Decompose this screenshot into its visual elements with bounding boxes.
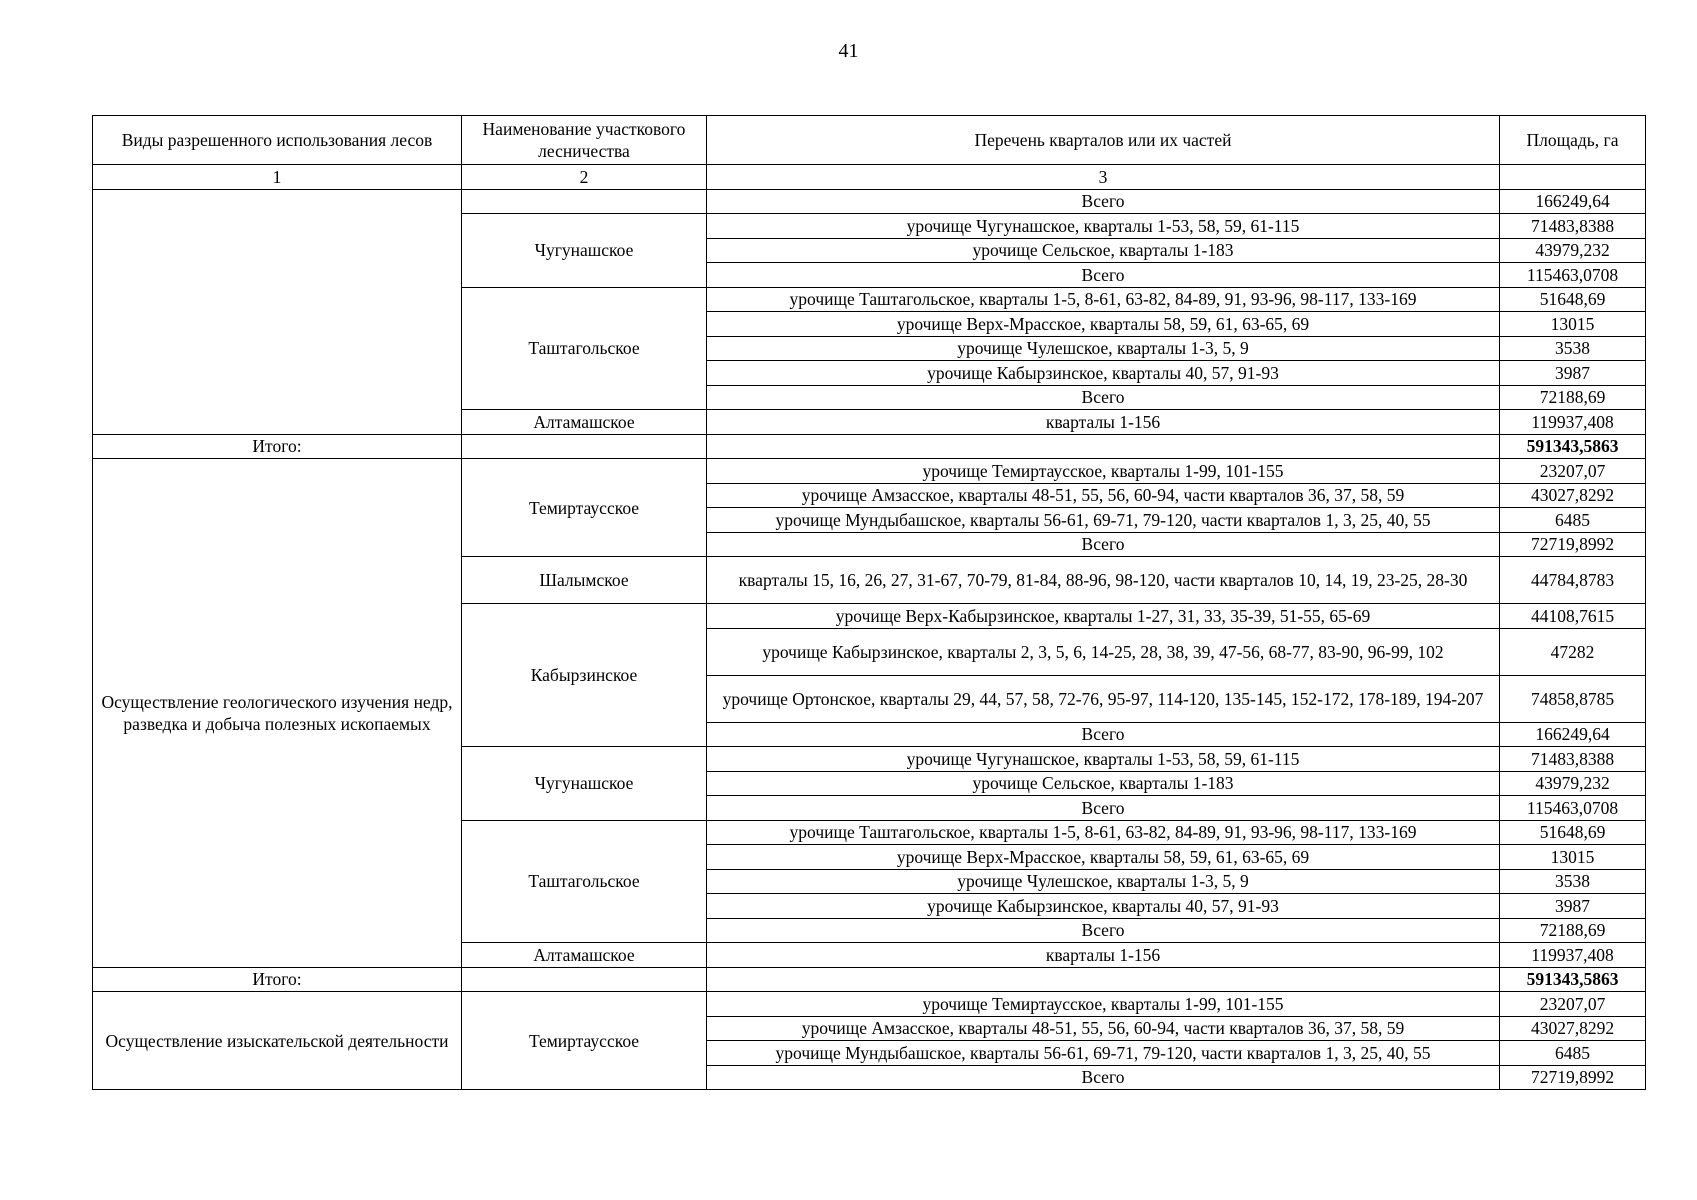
area-cell: 13015 (1500, 845, 1646, 870)
area-cell: 43027,8292 (1500, 1016, 1646, 1041)
quarters-cell: Всего (707, 385, 1500, 410)
quarters-cell: урочище Сельское, кварталы 1-183 (707, 238, 1500, 263)
forestry-cell: Темиртаусское (462, 459, 707, 557)
area-cell: 43979,232 (1500, 238, 1646, 263)
header-quarters: Перечень кварталов или их частей (707, 116, 1500, 165)
quarters-cell: урочище Кабырзинское, кварталы 2, 3, 5, 6, 14-25, 28, 38, 39, 47-56, 68-77, 83-90, 96-99, 102 (707, 628, 1500, 675)
quarters-cell: урочище Мундыбашское, кварталы 56-61, 69-71, 79-120, части кварталов 1, 3, 25, 40, 55 (707, 1041, 1500, 1066)
area-cell: 47282 (1500, 628, 1646, 675)
quarters-cell: урочище Кабырзинское, кварталы 40, 57, 91-93 (707, 361, 1500, 386)
column-number-row (93, 165, 1646, 190)
area-cell: 23207,07 (1500, 992, 1646, 1017)
forest-use-table (92, 115, 1646, 1090)
area-cell: 166249,64 (1500, 189, 1646, 214)
area-cell: 166249,64 (1500, 722, 1646, 747)
area-cell: 74858,8785 (1500, 675, 1646, 722)
quarters-cell: урочище Кабырзинское, кварталы 40, 57, 91-93 (707, 894, 1500, 919)
area-cell: 71483,8388 (1500, 747, 1646, 772)
total-label: Итого: (93, 434, 462, 459)
area-cell: 13015 (1500, 312, 1646, 337)
area-cell: 6485 (1500, 508, 1646, 533)
column-number: 2 (462, 165, 707, 190)
page-number: 41 (838, 40, 859, 62)
forestry-cell: Чугунашское (462, 214, 707, 288)
area-cell: 44108,7615 (1500, 604, 1646, 629)
quarters-cell: урочище Амзасское, кварталы 48-51, 55, 56, 60-94, части кварталов 36, 37, 58, 59 (707, 1016, 1500, 1041)
total-area: 591343,5863 (1500, 967, 1646, 992)
area-cell: 44784,8783 (1500, 557, 1646, 604)
area-cell: 72188,69 (1500, 918, 1646, 943)
quarters-cell: урочище Темиртаусское, кварталы 1-99, 101-155 (707, 992, 1500, 1017)
forestry-cell: Кабырзинское (462, 604, 707, 747)
area-cell: 43027,8292 (1500, 483, 1646, 508)
header-activity: Виды разрешенного использования лесов (93, 116, 462, 165)
quarters-cell: кварталы 15, 16, 26, 27, 31-67, 70-79, 81-84, 88-96, 98-120, части кварталов 10, 14, 19, 23-25, 28-30 (707, 557, 1500, 604)
quarters-cell: Всего (707, 796, 1500, 821)
forestry-cell: Чугунашское (462, 747, 707, 821)
quarters-cell: урочище Таштагольское, кварталы 1-5, 8-61, 63-82, 84-89, 91, 93-96, 98-117, 133-169 (707, 287, 1500, 312)
forestry-cell: Таштагольское (462, 287, 707, 410)
quarters-cell: урочище Мундыбашское, кварталы 56-61, 69-71, 79-120, части кварталов 1, 3, 25, 40, 55 (707, 508, 1500, 533)
forestry-cell: Алтамашское (462, 943, 707, 968)
forestry-cell: Шалымское (462, 557, 707, 604)
area-cell: 3538 (1500, 869, 1646, 894)
quarters-cell: урочище Темиртаусское, кварталы 1-99, 101-155 (707, 459, 1500, 484)
quarters-cell: кварталы 1-156 (707, 943, 1500, 968)
area-cell: 119937,408 (1500, 943, 1646, 968)
quarters-cell: урочище Чулешское, кварталы 1-3, 5, 9 (707, 869, 1500, 894)
area-cell: 51648,69 (1500, 287, 1646, 312)
empty-cell (462, 434, 707, 459)
area-cell: 43979,232 (1500, 771, 1646, 796)
column-number (1500, 165, 1646, 190)
area-cell: 3987 (1500, 894, 1646, 919)
quarters-cell: урочище Сельское, кварталы 1-183 (707, 771, 1500, 796)
table-row (93, 189, 1646, 214)
header-forestry: Наименование участкового лесничества (462, 116, 707, 165)
forestry-cell: Алтамашское (462, 410, 707, 435)
area-cell: 115463,0708 (1500, 263, 1646, 288)
quarters-cell: урочище Ортонское, кварталы 29, 44, 57, 58, 72-76, 95-97, 114-120, 135-145, 152-172, 178-189, 194-207 (707, 675, 1500, 722)
activity-cell: Осуществление геологического изучения недр, разведка и добыча полезных ископаемых (93, 459, 462, 968)
area-cell: 3987 (1500, 361, 1646, 386)
quarters-cell: Всего (707, 189, 1500, 214)
quarters-cell: урочище Чугунашское, кварталы 1-53, 58, 59, 61-115 (707, 747, 1500, 772)
quarters-cell: кварталы 1-156 (707, 410, 1500, 435)
empty-cell (462, 967, 707, 992)
area-cell: 71483,8388 (1500, 214, 1646, 239)
area-cell: 72188,69 (1500, 385, 1646, 410)
header-row (93, 116, 1646, 165)
activity-cell (93, 189, 462, 434)
quarters-cell: Всего (707, 918, 1500, 943)
area-cell: 51648,69 (1500, 820, 1646, 845)
quarters-cell: урочище Амзасское, кварталы 48-51, 55, 56, 60-94, части кварталов 36, 37, 58, 59 (707, 483, 1500, 508)
table-row (93, 459, 1646, 484)
quarters-cell: Всего (707, 1065, 1500, 1090)
column-number: 1 (93, 165, 462, 190)
area-cell: 72719,8992 (1500, 1065, 1646, 1090)
total-row (93, 967, 1646, 992)
header-area: Площадь, га (1500, 116, 1646, 165)
quarters-cell: урочище Чугунашское, кварталы 1-53, 58, 59, 61-115 (707, 214, 1500, 239)
empty-cell (707, 434, 1500, 459)
empty-cell (707, 967, 1500, 992)
quarters-cell: Всего (707, 532, 1500, 557)
table-row (93, 992, 1646, 1017)
quarters-cell: урочище Чулешское, кварталы 1-3, 5, 9 (707, 336, 1500, 361)
forestry-cell: Таштагольское (462, 820, 707, 943)
forestry-cell: Темиртаусское (462, 992, 707, 1090)
total-row (93, 434, 1646, 459)
area-cell: 3538 (1500, 336, 1646, 361)
total-area: 591343,5863 (1500, 434, 1646, 459)
area-cell: 72719,8992 (1500, 532, 1646, 557)
activity-cell: Осуществление изыскательской деятельности (93, 992, 462, 1090)
area-cell: 119937,408 (1500, 410, 1646, 435)
forestry-cell (462, 189, 707, 214)
quarters-cell: Всего (707, 263, 1500, 288)
quarters-cell: урочище Верх-Кабырзинское, кварталы 1-27, 31, 33, 35-39, 51-55, 65-69 (707, 604, 1500, 629)
quarters-cell: урочище Верх-Мрасское, кварталы 58, 59, 61, 63-65, 69 (707, 845, 1500, 870)
area-cell: 23207,07 (1500, 459, 1646, 484)
area-cell: 6485 (1500, 1041, 1646, 1066)
area-cell: 115463,0708 (1500, 796, 1646, 821)
total-label: Итого: (93, 967, 462, 992)
quarters-cell: урочище Таштагольское, кварталы 1-5, 8-61, 63-82, 84-89, 91, 93-96, 98-117, 133-169 (707, 820, 1500, 845)
quarters-cell: урочище Верх-Мрасское, кварталы 58, 59, 61, 63-65, 69 (707, 312, 1500, 337)
column-number: 3 (707, 165, 1500, 190)
quarters-cell: Всего (707, 722, 1500, 747)
